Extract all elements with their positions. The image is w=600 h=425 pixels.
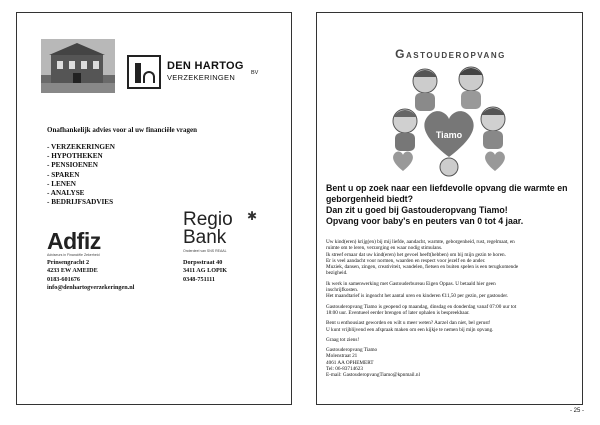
address-line: 4233 EW AMEIDE [47, 267, 98, 275]
paragraph-tariff [326, 281, 578, 300]
service-item: - ANALYSE [47, 189, 85, 198]
service-item: - PENSIOENEN [47, 161, 98, 170]
tiamo-label: Tiamo [435, 130, 463, 140]
email-link[interactable]: E-mail: GastouderopvangTiamo@kpnmail.nl [326, 372, 420, 379]
paragraph-hours [326, 304, 578, 317]
text-line: bezigheid. [326, 270, 348, 277]
text-line: Het maandtarief is ingeacht het aantal uren en kinderen €11,50 per gezin, per gastouder. [326, 293, 509, 300]
text-line: Graag tot ziens! [326, 336, 360, 343]
paragraph-contact-details [326, 347, 578, 378]
address-line: 3411 AG LOPIK [183, 267, 228, 275]
service-item: - HYPOTHEKEN [47, 152, 103, 161]
den-hartog-bv: BV [251, 70, 259, 76]
text-line: Muziek, dansen, zingen, creativiteit, wandelen, fietsen en buiten spelen is een terugkomende [326, 264, 519, 271]
paragraph-about [326, 239, 578, 277]
regiobank-logo [183, 211, 233, 247]
text-line: inschrijfkosten. [326, 287, 359, 294]
headline-line: Dan zit u goed bij Gastouderopvang Tiamo! [326, 205, 508, 215]
body-text [326, 239, 578, 383]
address-ameide [47, 259, 134, 293]
children-illustration [385, 59, 513, 179]
adfiz-logo: Adfiz [47, 228, 101, 254]
service-item: - LENEN [47, 179, 76, 188]
gastouderopvang-title: Gastouderopvang [395, 47, 506, 61]
headline-line: Opvang voor baby's en peuters van 0 tot 4 jaar. [326, 216, 524, 226]
regiobank-line1: Regio [183, 209, 233, 230]
text-line: Gastouderopvang Tiamo [326, 347, 378, 354]
text-line: Uw kind(eren) krijg(en) bij mij liefde, aandacht, warmte, geborgenheid, rust, regelmaat, en [326, 239, 515, 245]
text-line: Ik streef ernaar dat uw kind(eren) het gevoel heeft(hebben) om bij mijn gezin te horen. [326, 251, 506, 258]
headline [326, 183, 578, 227]
phone-line: 0183-601676 [47, 275, 80, 283]
den-hartog-name: DEN HARTOG [167, 60, 244, 72]
text-line: Molenstraat 21 [326, 353, 358, 360]
text-line: Bent u enthousiast geworden en wilt u meer weten? Aarzel dan niet, bel gerust! [326, 320, 491, 327]
text-line: ruimte om te leren, verzorging en waar nodig stimulans. [326, 245, 443, 252]
address-line: Dorpsstraat 40 [183, 259, 223, 266]
service-item: - VERZEKERINGEN [47, 143, 115, 151]
service-item: - SPAREN [47, 170, 80, 179]
den-hartog-subtitle: VERZEKERINGEN [167, 73, 236, 82]
address-lopik [183, 259, 227, 284]
headline-line: Bent u op zoek naar een liefdevolle opvang die warmte en [326, 183, 568, 193]
regiobank-star-icon: ✱ [247, 209, 258, 223]
paragraph-contact-invite [326, 320, 578, 333]
paragraph-greeting [326, 337, 578, 343]
text-line: Gastouderopvang Tiamo is geopend op maandag, dinsdag en donderdag vanaf 07:00 uur tot [326, 303, 517, 310]
right-page [316, 12, 583, 405]
regiobank-line2: Bank [183, 227, 227, 248]
text-line: U kunt vrijblijvend een afspraak maken om een kijkje te nemen bij mijn opvang. [326, 326, 494, 333]
text-line: Ik werk in samenwerking met Gastouderbureau Eigen Oppas. U betaald hier geen [326, 280, 496, 287]
den-hartog-logo-icon [127, 55, 161, 89]
regiobank-subtitle: Onderdeel van SNS REAAL [183, 249, 227, 253]
text-line: 4061 AA OPHEMERT [326, 359, 374, 366]
service-item: - BEDRIJFSADVIES [47, 198, 114, 207]
page-number: - 25 - [570, 408, 585, 414]
left-page [16, 12, 292, 405]
email-link[interactable]: info@denhartogverzekeringen.nl [47, 284, 135, 292]
text-line: Er is veel aandacht voor normen, waarden en respect voor jezelf en de ander. [326, 257, 486, 264]
phone-line: Tel: 06-83714623 [326, 366, 363, 373]
address-line: Prinsengracht 2 [47, 259, 90, 266]
headline-line: geborgenheid biedt? [326, 194, 413, 204]
tagline: Onafhankelijk advies voor al uw financiële vragen [47, 126, 197, 134]
office-photo [41, 39, 115, 93]
services-list [47, 143, 115, 207]
adfiz-subtitle: Adviseurs in Financiële Zekerheid [47, 253, 100, 257]
phone-line: 0348-751111 [183, 275, 215, 283]
text-line: 18:00 uur. Eventueel eerder brengen of later ophalen is bespreekbaar. [326, 309, 470, 316]
